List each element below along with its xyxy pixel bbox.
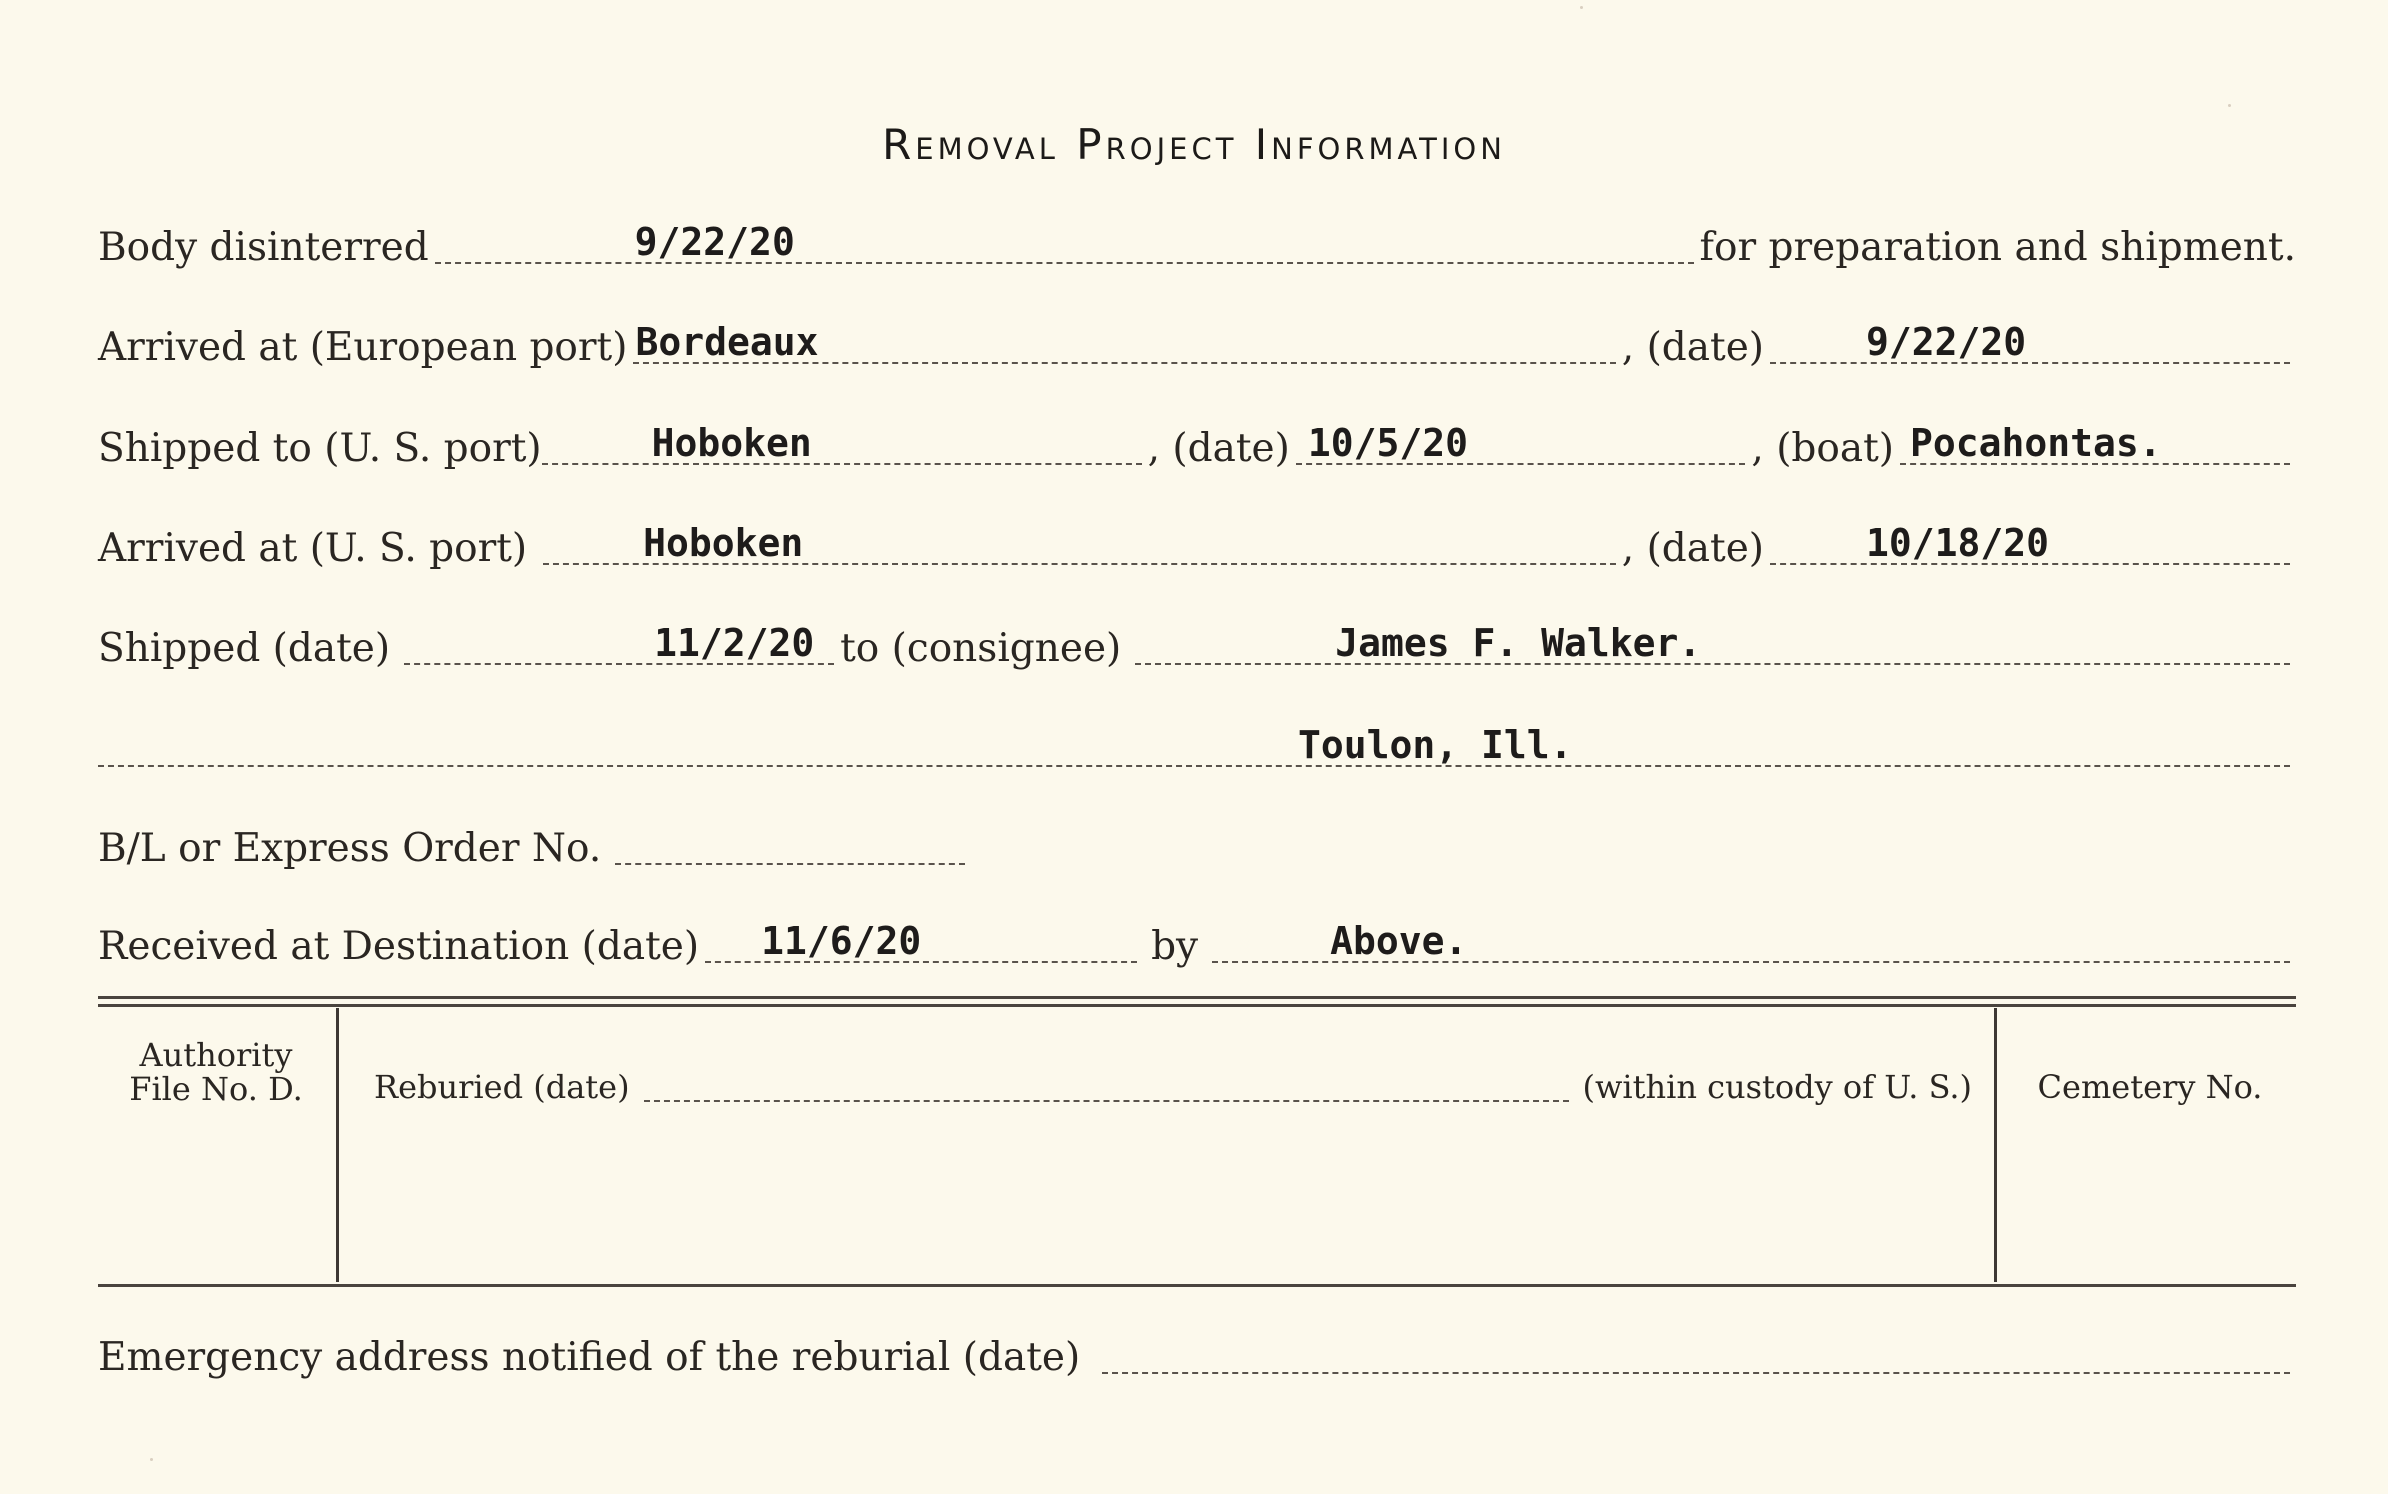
- paper-speck: [1580, 6, 1583, 9]
- value-shipped-to-port: Hoboken: [651, 421, 812, 465]
- value-consignee: James F. Walker.: [1335, 621, 1702, 665]
- field-shipped-date: [404, 607, 834, 665]
- table-divider-right: [1994, 1008, 1997, 1282]
- row-bl-order: [98, 823, 2296, 879]
- label-to-consignee: to (consignee): [840, 626, 1122, 671]
- field-disinterred-date: [435, 206, 1694, 264]
- authority-line2: File No. D.: [129, 1070, 303, 1108]
- row-received: [98, 921, 2296, 977]
- table-top-rule-inner: [98, 1004, 2296, 1007]
- label-body-disinterred: Body disinterred: [98, 225, 429, 270]
- label-shipped-to-us-port: Shipped to (U. S. port): [98, 426, 542, 471]
- table-bottom-rule: [98, 1284, 2296, 1287]
- label-emergency-address: Emergency address notified of the reburial (date): [98, 1335, 1081, 1380]
- paper-speck: [150, 1458, 153, 1461]
- label-shipped-to-date: , (date): [1147, 426, 1290, 471]
- label-boat: , (boat): [1751, 426, 1894, 471]
- card-title: Removal Project Information: [882, 120, 1506, 169]
- value-received-by: Above.: [1330, 919, 1468, 963]
- table-top-rule: [98, 996, 2296, 999]
- field-bl-order: [615, 807, 965, 865]
- row-shipped: [98, 623, 2296, 679]
- label-reburied-date: Reburied (date): [374, 1068, 630, 1106]
- field-shipped-to-port: [542, 407, 1142, 465]
- row-emergency: [98, 1332, 2296, 1388]
- value-european-port: Bordeaux: [635, 320, 819, 364]
- authority-line1: Authority: [139, 1036, 293, 1074]
- authority-file-label: [106, 1038, 326, 1106]
- field-emergency-date: [1102, 1316, 2290, 1374]
- field-arrived-us-port: [543, 507, 1616, 565]
- value-arrived-europe-date: 9/22/20: [1866, 320, 2027, 364]
- cemetery-no-label: Cemetery No.: [2037, 1068, 2263, 1106]
- row-disinterred: [98, 222, 2296, 278]
- value-arrived-us-date: 10/18/20: [1866, 521, 2050, 565]
- field-received-date: [705, 905, 1137, 963]
- value-disinterred-date: 9/22/20: [634, 220, 795, 264]
- row-arrived-us: [98, 523, 2296, 579]
- label-arrived-us-port: Arrived at (U. S. port): [98, 526, 528, 571]
- row-shipped-to: [98, 423, 2296, 479]
- label-by: by: [1151, 924, 1199, 969]
- row-consignee-address: [98, 725, 2296, 781]
- field-reburied-date: [644, 1060, 1569, 1102]
- field-consignee: [1135, 607, 2290, 665]
- label-shipped-date: Shipped (date): [98, 626, 391, 671]
- table-divider-left: [336, 1008, 339, 1282]
- field-received-by: [1212, 905, 2290, 963]
- field-arrived-us-date: [1770, 507, 2290, 565]
- value-shipped-to-date: 10/5/20: [1307, 421, 1468, 465]
- label-received-destination: Received at Destination (date): [98, 924, 700, 969]
- row-reburied: [374, 1064, 1972, 1114]
- row-arrived-europe: [98, 322, 2296, 378]
- paper-speck: [2228, 104, 2231, 107]
- label-arrived-europe-date: , (date): [1621, 325, 1764, 370]
- value-arrived-us-port: Hoboken: [643, 521, 804, 565]
- label-preparation-shipment: for preparation and shipment.: [1699, 225, 2296, 270]
- value-boat: Pocahontas.: [1910, 421, 2162, 465]
- label-bl-express-order: B/L or Express Order No.: [98, 826, 602, 871]
- field-boat: [1900, 407, 2290, 465]
- field-arrived-europe-date: [1770, 306, 2290, 364]
- value-received-date: 11/6/20: [761, 919, 922, 963]
- label-within-custody: (within custody of U. S.): [1582, 1068, 1972, 1106]
- label-arrived-us-date: , (date): [1621, 526, 1764, 571]
- field-european-port: [633, 306, 1615, 364]
- value-consignee-address: Toulon, Ill.: [1298, 723, 1573, 767]
- field-consignee-address: [98, 709, 2290, 767]
- value-shipped-date: 11/2/20: [654, 621, 815, 665]
- label-arrived-european-port: Arrived at (European port): [98, 325, 628, 370]
- field-shipped-to-date: [1296, 407, 1746, 465]
